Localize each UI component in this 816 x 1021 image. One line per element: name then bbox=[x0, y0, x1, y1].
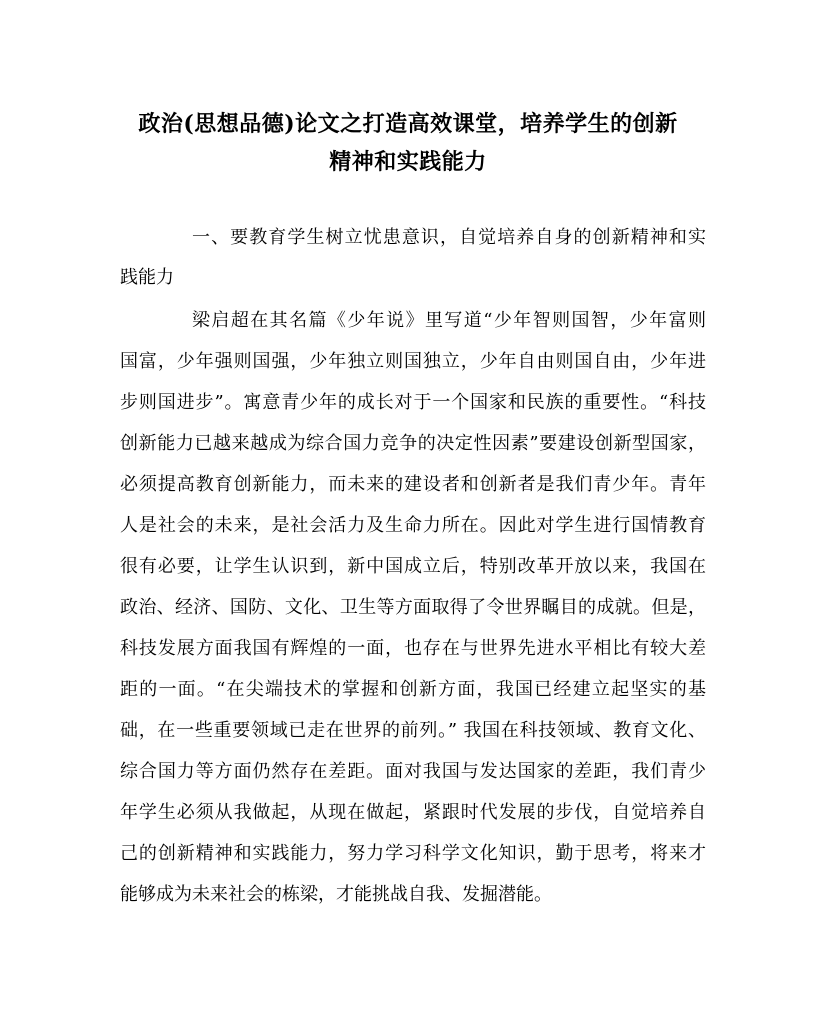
paragraph-line: 政治、经济、国防、文化、卫生等方面取得了令世界瞩目的成就。但是， bbox=[120, 597, 706, 618]
paragraph-line: 综合国力等方面仍然存在差距。面对我国与发达国家的差距，我们青少 bbox=[120, 761, 706, 782]
document-title-line-2: 精神和实践能力 bbox=[329, 149, 487, 175]
paragraph-line: 己的创新精神和实践能力，努力学习科学文化知识，勤于思考，将来才 bbox=[120, 843, 706, 864]
section-heading-line-1: 一、要教育学生树立忧患意识，自觉培养自身的创新精神和实 bbox=[192, 227, 706, 248]
paragraph-line: 年学生必须从我做起，从现在做起，紧跟时代发展的步伐，自觉培养自 bbox=[120, 802, 706, 823]
paragraph-line: 能够成为未来社会的栋梁，才能挑战自我、发掘潜能。 bbox=[120, 884, 552, 905]
paragraph-line: 国富，少年强则国强，少年独立则国独立，少年自由则国自由，少年进 bbox=[120, 351, 706, 372]
section-heading-line-2: 践能力 bbox=[120, 267, 174, 288]
paragraph-line: 创新能力已越来越成为综合国力竞争的决定性因素”要建设创新型国家， bbox=[120, 433, 706, 454]
document-title-line-1: 政治(思想品德)论文之打造高效课堂，培养学生的创新 bbox=[138, 111, 678, 137]
paragraph-line: 步则国进步”。寓意青少年的成长对于一个国家和民族的重要性。“科技 bbox=[120, 392, 706, 413]
paragraph-line: 础，在一些重要领域已走在世界的前列。” 我国在科技领域、教育文化、 bbox=[120, 720, 706, 741]
paragraph-line: 梁启超在其名篇《少年说》里写道“少年智则国智，少年富则 bbox=[192, 310, 706, 331]
paragraph-line: 距的一面。“在尖端技术的掌握和创新方面，我国已经建立起坚实的基 bbox=[120, 679, 706, 700]
paragraph-line: 很有必要，让学生认识到，新中国成立后，特别改革开放以来，我国在 bbox=[120, 556, 706, 577]
paragraph-line: 人是社会的未来，是社会活力及生命力所在。因此对学生进行国情教育 bbox=[120, 515, 706, 536]
paragraph-line: 必须提高教育创新能力，而未来的建设者和创新者是我们青少年。青年 bbox=[120, 474, 706, 495]
paragraph-line: 科技发展方面我国有辉煌的一面，也存在与世界先进水平相比有较大差 bbox=[120, 638, 706, 659]
